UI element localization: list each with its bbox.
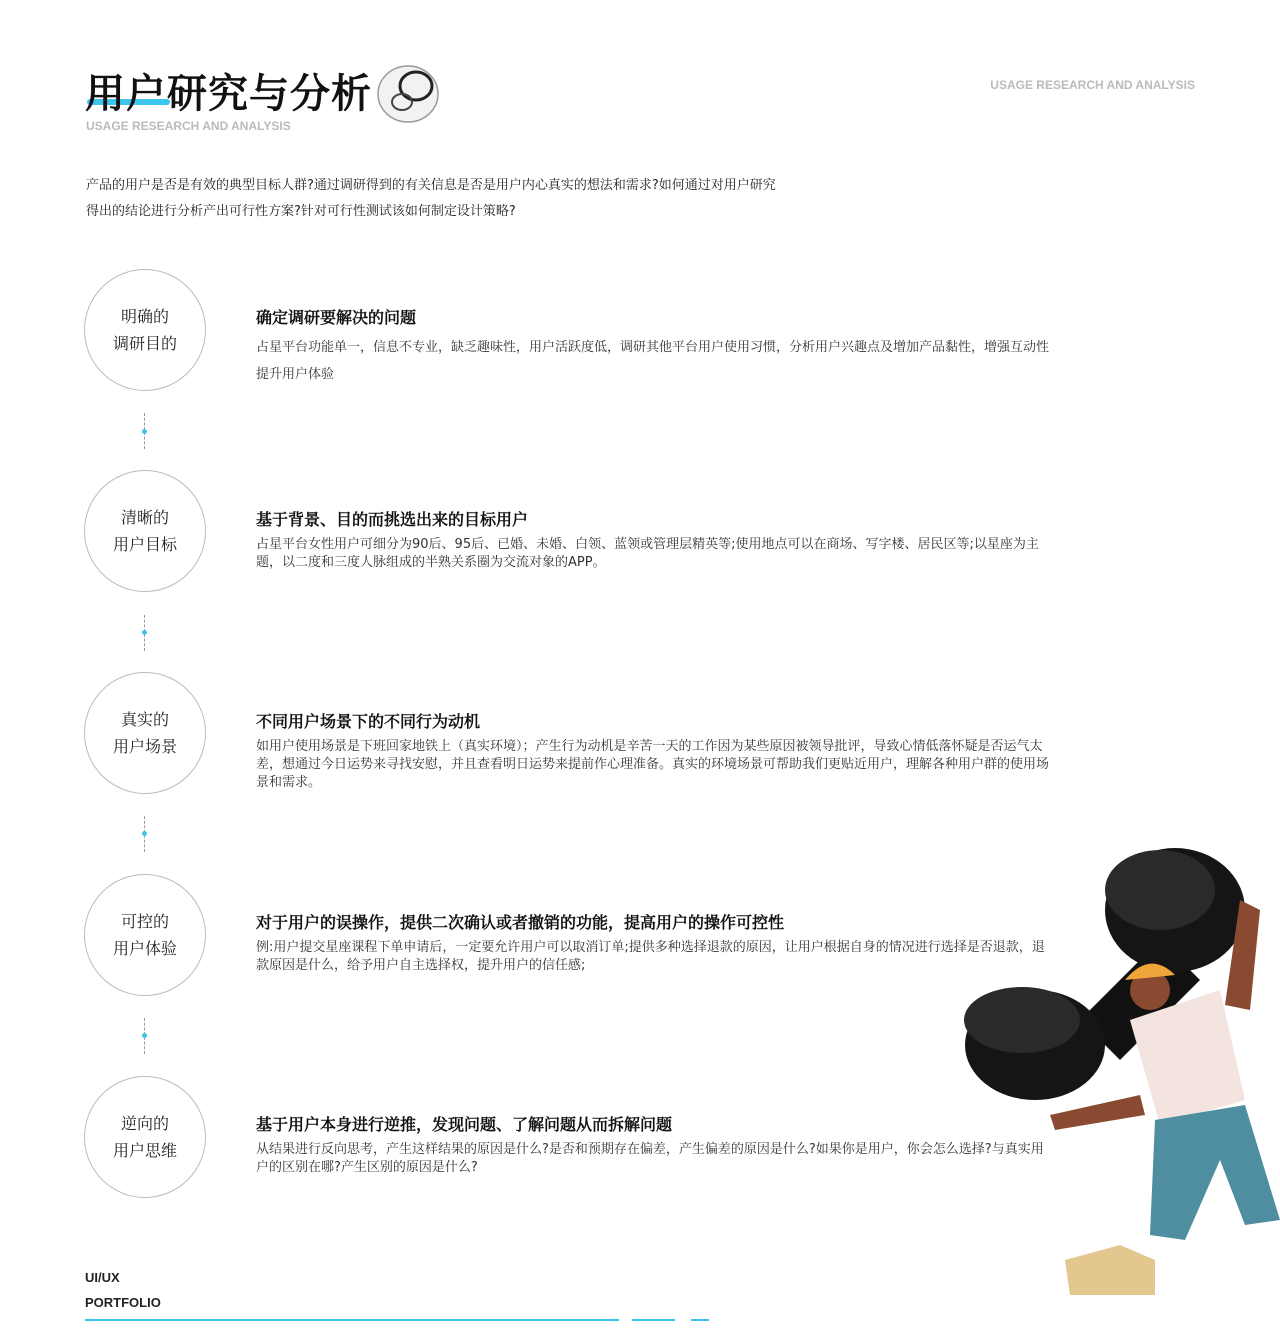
step-circle-3 [84, 672, 206, 794]
circle-line1: 明确的 [120, 307, 169, 326]
step-heading: 基于用户本身进行逆推，发现问题、了解问题从而拆解问题 [256, 1115, 673, 1134]
footer-line1: UI/UX [85, 1270, 120, 1285]
header-subtitle-right: USAGE RESEARCH AND ANALYSIS [990, 78, 1195, 92]
connector-dot [142, 429, 147, 434]
step-body: 如用户使用场景是下班回家地铁上（真实环境）；产生行为动机是辛苦一天的工作因为某些原因被领导批评，导致心情低落怀疑是否运气太差，想通过今日运势来寻找安慰，并且查看明日运势来提前作心理准备。真实的环境场景可帮助我们更贴近用户，理解各种用户群的使用场景和需求。 [256, 739, 1050, 790]
step-circle-4 [84, 874, 206, 996]
step-body: 占星平台女性用户可细分为90后、95后、已婚、未婚、白领、蓝领或管理层精英等;使用地点可以在商场、写字楼、居民区等;以星座为主题，以二度和三度人脉组成的半熟关系圈为交流对象的APP。 [256, 537, 1039, 570]
circle-line2: 调研目的 [112, 334, 177, 353]
step-item-2 [256, 507, 1056, 572]
step-heading: 确定调研要解决的问题 [256, 308, 417, 327]
circle-line2: 用户思维 [112, 1141, 177, 1160]
footer-bar-long [85, 1319, 619, 1321]
step-heading: 基于背景、目的而挑选出来的目标用户 [256, 510, 529, 529]
step-item-3 [256, 709, 1056, 792]
intro-text: 产品的用户是否是有效的典型目标人群?通过调研得到的有关信息是否是用户内心真实的想法和需求?如何通过对用户研究得出的结论进行分析产出可行性方案?针对可行性测试该如何制定设计策略? [86, 178, 776, 219]
step-body: 占星平台功能单一，信息不专业，缺乏趣味性，用户活跃度低，调研其他平台用户使用习惯，分析用户兴趣点及增加产品黏性，增强互动性提升用户体验 [256, 340, 1050, 382]
footer-bar-short [691, 1319, 709, 1321]
step-item-1 [256, 305, 1056, 388]
circle-line1: 可控的 [120, 912, 169, 931]
step-heading: 对于用户的误操作，提供二次确认或者撤销的功能，提高用户的操作可控性 [256, 913, 785, 932]
step-body: 从结果进行反向思考，产生这样结果的原因是什么?是否和预期存在偏差，产生偏差的原因是什么?如果你是用户，你会怎么选择?与真实用户的区别在哪?产生区别的原因是什么? [256, 1142, 1044, 1175]
step-item-5 [256, 1112, 1056, 1177]
step-heading: 不同用户场景下的不同行为动机 [256, 712, 481, 731]
connector-dot [142, 831, 147, 836]
circle-line2: 用户场景 [112, 737, 177, 756]
step-circle-5 [84, 1076, 206, 1198]
footer-bar-mid [632, 1319, 675, 1321]
glass-blob-decoration [372, 60, 444, 130]
connector-dot [142, 1033, 147, 1038]
step-body: 例:用户提交星座课程下单申请后，一定要允许用户可以取消订单;提供多种选择退款的原因，让用户根据自身的情况进行选择是否退款，退款原因是什么，给予用户自主选择权，提升用户的信任感; [256, 940, 1045, 973]
step-circle-1 [84, 269, 206, 391]
circle-line2: 用户目标 [112, 535, 177, 554]
circle-line1: 清晰的 [120, 508, 169, 527]
page-title: 用户研究与分析 [85, 71, 372, 117]
circle-line2: 用户体验 [112, 939, 177, 958]
step-circle-2 [84, 470, 206, 592]
circle-line1: 真实的 [120, 710, 169, 729]
footer-line2: PORTFOLIO [85, 1295, 161, 1310]
circle-line1: 逆向的 [120, 1114, 169, 1133]
connector-dot [142, 630, 147, 635]
character-with-phone-illustration [960, 840, 1280, 1310]
page-subtitle: USAGE RESEARCH AND ANALYSIS [86, 119, 291, 133]
step-item-4 [256, 910, 1056, 975]
